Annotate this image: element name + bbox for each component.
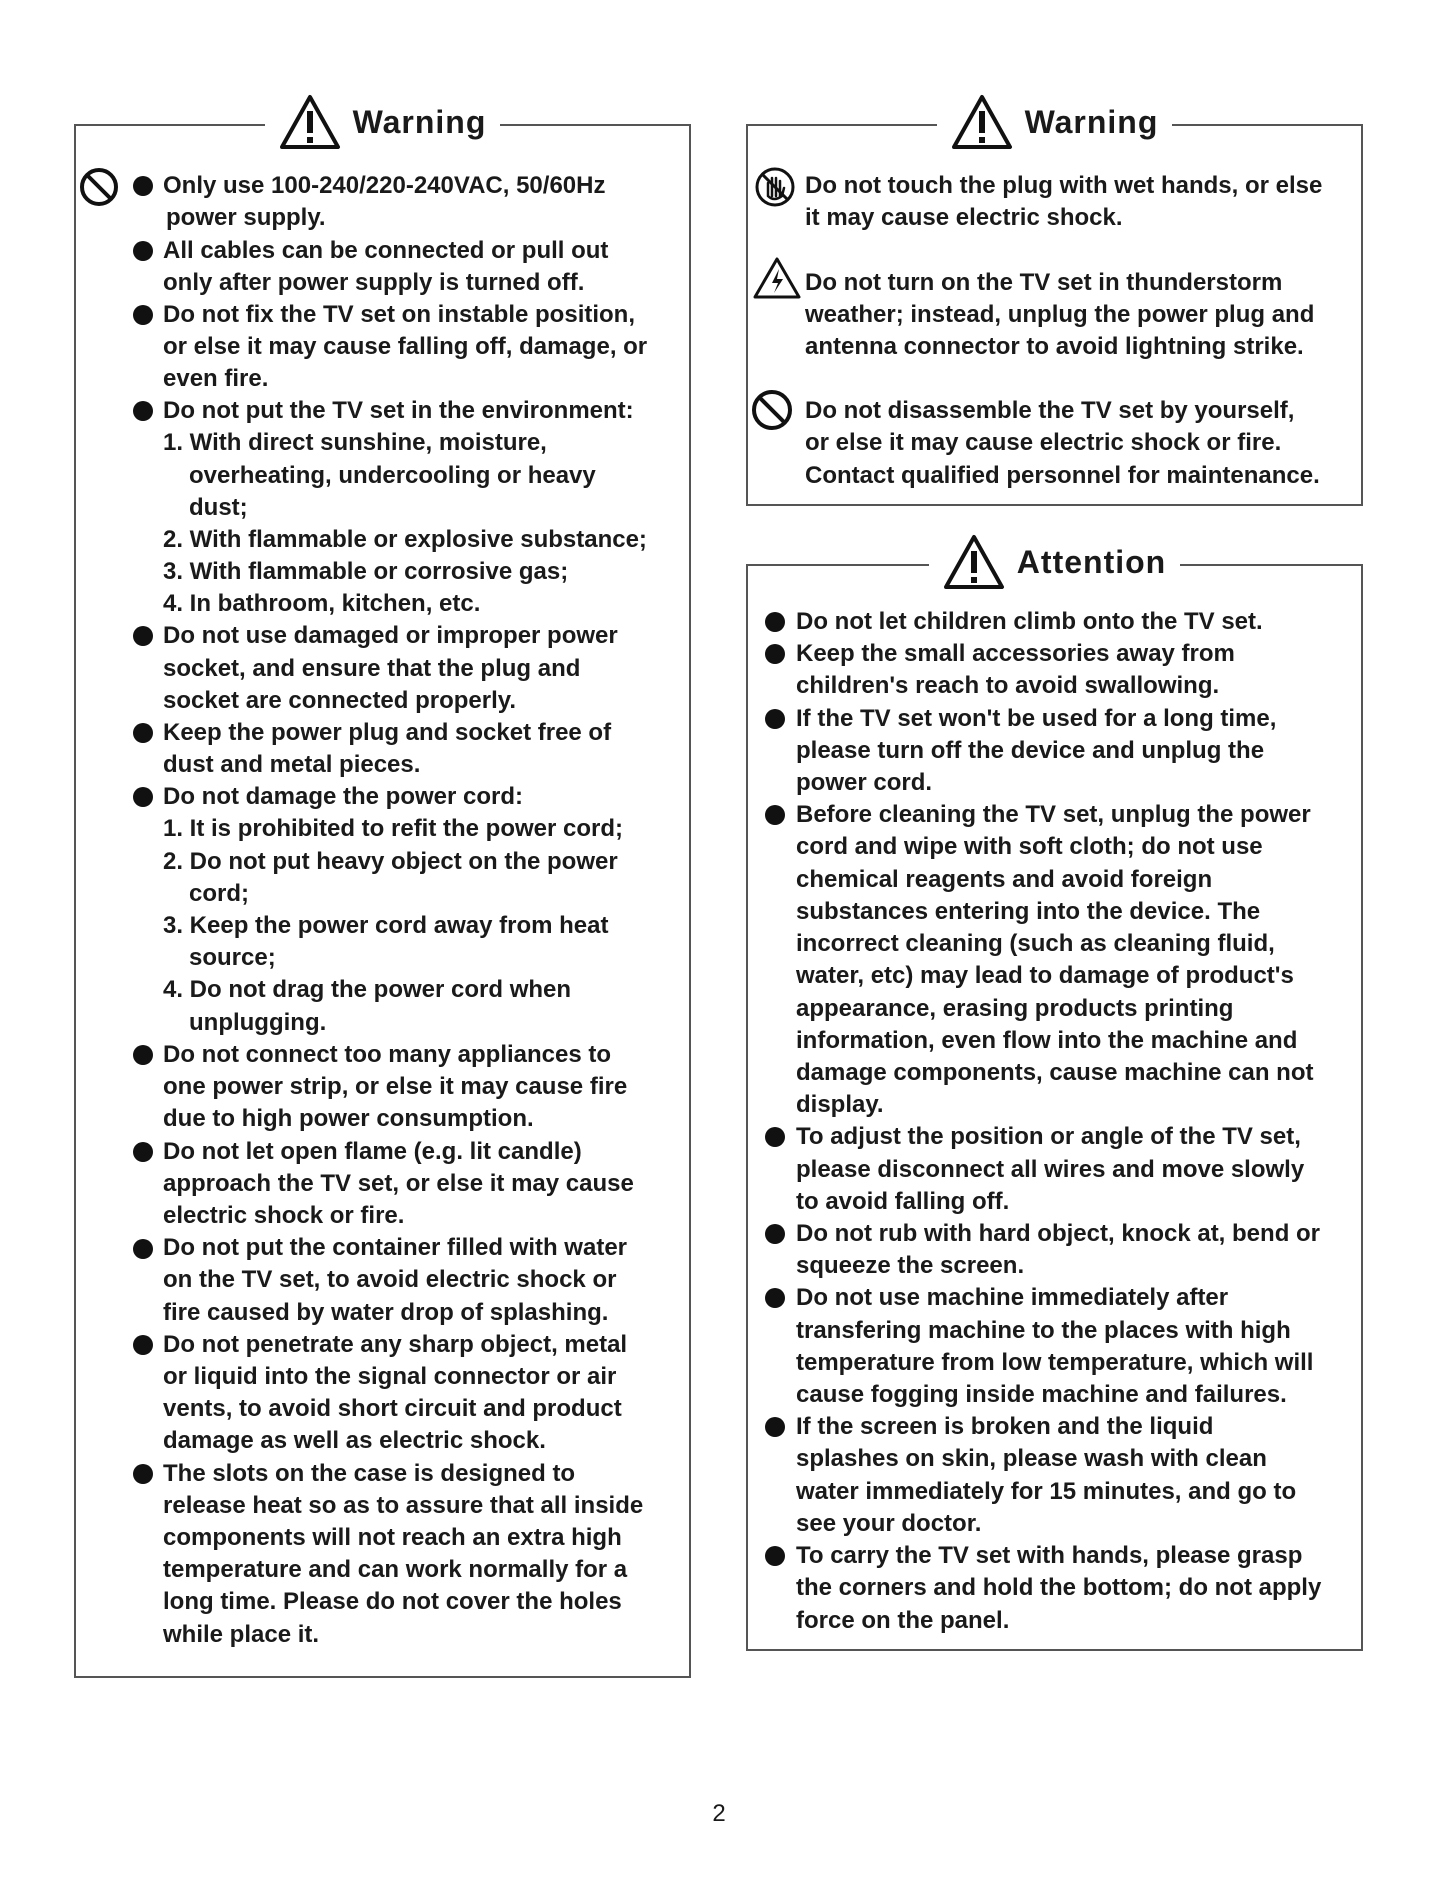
attention-line: please disconnect all wires and move slowly xyxy=(796,1156,1305,1183)
attention-line: see your doctor. xyxy=(796,1510,982,1537)
left-line: power supply. xyxy=(166,204,326,231)
left-line: Keep the power plug and socket free of xyxy=(163,719,612,746)
left-line: socket are connected properly. xyxy=(163,687,517,714)
attention-line: To carry the TV set with hands, please grasp xyxy=(796,1542,1303,1569)
left-line: 3. With flammable or corrosive gas; xyxy=(163,558,569,585)
left-line: overheating, undercooling or heavy xyxy=(189,462,596,489)
attention-line: temperature from low temperature, which will xyxy=(796,1349,1314,1376)
left-line: All cables can be connected or pull out xyxy=(163,237,609,264)
left-line: 4. In bathroom, kitchen, etc. xyxy=(163,590,481,617)
bullet-dot xyxy=(765,644,785,664)
wet-hand-prohibition-icon xyxy=(754,166,796,208)
left-line: 1. It is prohibited to refit the power cord; xyxy=(163,815,624,842)
right-top-line: Do not touch the plug with wet hands, or else xyxy=(805,172,1323,199)
left-line: Do not use damaged or improper power xyxy=(163,622,618,649)
left-line: components will not reach an extra high xyxy=(163,1524,622,1551)
bullet-dot xyxy=(765,805,785,825)
attention-line: transfering machine to the places with high xyxy=(796,1317,1291,1344)
right-top-line: antenna connector to avoid lightning strike. xyxy=(805,333,1304,360)
attention-line: display. xyxy=(796,1091,884,1118)
right-top-line: Do not turn on the TV set in thunderstorm xyxy=(805,269,1283,296)
bullet-dot xyxy=(765,1288,785,1308)
attention-header xyxy=(748,532,1361,592)
right-top-line: Contact qualified personnel for maintenance. xyxy=(805,462,1320,489)
lightning-warning-icon xyxy=(752,256,802,300)
attention-line: power cord. xyxy=(796,769,933,796)
left-warning-title: Warning xyxy=(352,103,487,140)
left-line: Do not put the container filled with water xyxy=(163,1234,628,1261)
left-line: Do not put the TV set in the environment: xyxy=(163,397,634,424)
left-line: source; xyxy=(189,944,276,971)
attention-line: water immediately for 15 minutes, and go to xyxy=(796,1478,1297,1505)
left-line: The slots on the case is designed to xyxy=(163,1460,576,1487)
right-warning-title: Warning xyxy=(1024,103,1159,140)
left-line: long time. Please do not cover the holes xyxy=(163,1588,622,1615)
left-line: temperature and can work normally for a xyxy=(163,1556,628,1583)
bullet-dot xyxy=(133,305,153,325)
attention-line: force on the panel. xyxy=(796,1607,1010,1634)
attention-line: Keep the small accessories away from xyxy=(796,640,1235,667)
bullet-dot xyxy=(133,1239,153,1259)
attention-line: splashes on skin, please wash with clean xyxy=(796,1445,1267,1472)
left-line: dust and metal pieces. xyxy=(163,751,421,778)
bullet-dot xyxy=(765,1417,785,1437)
warning-triangle-icon xyxy=(951,94,1013,150)
attention-line: squeeze the screen. xyxy=(796,1252,1025,1279)
right-top-line: Do not disassemble the TV set by yourself, xyxy=(805,397,1295,424)
attention-line: cause fogging inside machine and failures. xyxy=(796,1381,1287,1408)
page-number: 2 xyxy=(712,1800,726,1827)
attention-line: the corners and hold the bottom; do not apply xyxy=(796,1574,1322,1601)
attention-line: to avoid falling off. xyxy=(796,1188,1010,1215)
attention-line: information, even flow into the machine and xyxy=(796,1027,1298,1054)
bullet-dot xyxy=(765,1224,785,1244)
left-line: Do not penetrate any sharp object, metal xyxy=(163,1331,628,1358)
left-line: socket, and ensure that the plug and xyxy=(163,655,581,682)
left-line: Do not fix the TV set on instable position, xyxy=(163,301,636,328)
left-warning-header xyxy=(76,92,689,152)
attention-line: If the screen is broken and the liquid xyxy=(796,1413,1214,1440)
bullet-dot xyxy=(133,723,153,743)
left-line: or else it may cause falling off, damage, or xyxy=(163,333,648,360)
attention-line: Do not rub with hard object, knock at, bend or xyxy=(796,1220,1321,1247)
left-line: 4. Do not drag the power cord when xyxy=(163,976,572,1003)
left-line: unplugging. xyxy=(189,1009,327,1036)
bullet-dot xyxy=(765,709,785,729)
bullet-dot xyxy=(765,612,785,632)
bullet-dot xyxy=(133,1142,153,1162)
left-line: Do not let open flame (e.g. lit candle) xyxy=(163,1138,582,1165)
attention-line: If the TV set won't be used for a long time, xyxy=(796,705,1277,732)
attention-line: incorrect cleaning (such as cleaning fluid, xyxy=(796,930,1275,957)
right-top-line: or else it may cause electric shock or fire. xyxy=(805,429,1282,456)
left-line: while place it. xyxy=(163,1621,320,1648)
attention-line: damage components, cause machine can not xyxy=(796,1059,1314,1086)
bullet-dot xyxy=(133,1045,153,1065)
bullet-dot xyxy=(133,626,153,646)
bullet-dot xyxy=(133,1335,153,1355)
bullet-dot xyxy=(133,1464,153,1484)
left-line: on the TV set, to avoid electric shock or xyxy=(163,1266,617,1293)
attention-line: Do not use machine immediately after xyxy=(796,1284,1229,1311)
attention-line: cord and wipe with soft cloth; do not use xyxy=(796,833,1263,860)
left-line: 1. With direct sunshine, moisture, xyxy=(163,429,547,456)
left-line: 2. Do not put heavy object on the power xyxy=(163,848,618,875)
left-line: due to high power consumption. xyxy=(163,1105,534,1132)
attention-line: appearance, erasing products printing xyxy=(796,995,1234,1022)
bullet-dot xyxy=(133,401,153,421)
attention-line: Before cleaning the TV set, unplug the power xyxy=(796,801,1311,828)
left-line: one power strip, or else it may cause fire xyxy=(163,1073,628,1100)
bullet-dot xyxy=(133,787,153,807)
warning-triangle-icon xyxy=(943,534,1005,590)
right-top-line: it may cause electric shock. xyxy=(805,204,1123,231)
attention-title: Attention xyxy=(1016,543,1167,580)
left-line: or liquid into the signal connector or air xyxy=(163,1363,617,1390)
bullet-dot xyxy=(133,176,153,196)
attention-line: please turn off the device and unplug the xyxy=(796,737,1265,764)
right-warning-header xyxy=(748,92,1361,152)
attention-line: water, etc) may lead to damage of product's xyxy=(796,962,1294,989)
left-line: dust; xyxy=(189,494,248,521)
prohibition-icon xyxy=(750,388,794,432)
left-line: vents, to avoid short circuit and product xyxy=(163,1395,622,1422)
attention-line: Do not let children climb onto the TV set. xyxy=(796,608,1263,635)
left-line: 2. With flammable or explosive substance; xyxy=(163,526,647,553)
left-line: release heat so as to assure that all inside xyxy=(163,1492,644,1519)
left-line: fire caused by water drop of splashing. xyxy=(163,1299,609,1326)
left-line: 3. Keep the power cord away from heat xyxy=(163,912,609,939)
right-top-line: weather; instead, unplug the power plug and xyxy=(805,301,1315,328)
bullet-dot xyxy=(133,241,153,261)
left-line: damage as well as electric shock. xyxy=(163,1427,546,1454)
bullet-dot xyxy=(765,1546,785,1566)
left-line: cord; xyxy=(189,880,249,907)
left-line: only after power supply is turned off. xyxy=(163,269,585,296)
attention-line: substances entering into the device. The xyxy=(796,898,1261,925)
bullet-dot xyxy=(765,1127,785,1147)
attention-line: children's reach to avoid swallowing. xyxy=(796,672,1220,699)
left-line: electric shock or fire. xyxy=(163,1202,405,1229)
prohibition-icon xyxy=(78,166,120,208)
left-line: Only use 100-240/220-240VAC, 50/60Hz xyxy=(163,172,606,199)
warning-triangle-icon xyxy=(279,94,341,150)
left-line: approach the TV set, or else it may cause xyxy=(163,1170,634,1197)
attention-line: To adjust the position or angle of the TV set, xyxy=(796,1123,1301,1150)
left-line: even fire. xyxy=(163,365,269,392)
left-line: Do not connect too many appliances to xyxy=(163,1041,612,1068)
attention-line: chemical reagents and avoid foreign xyxy=(796,866,1213,893)
left-line: Do not damage the power cord: xyxy=(163,783,524,810)
